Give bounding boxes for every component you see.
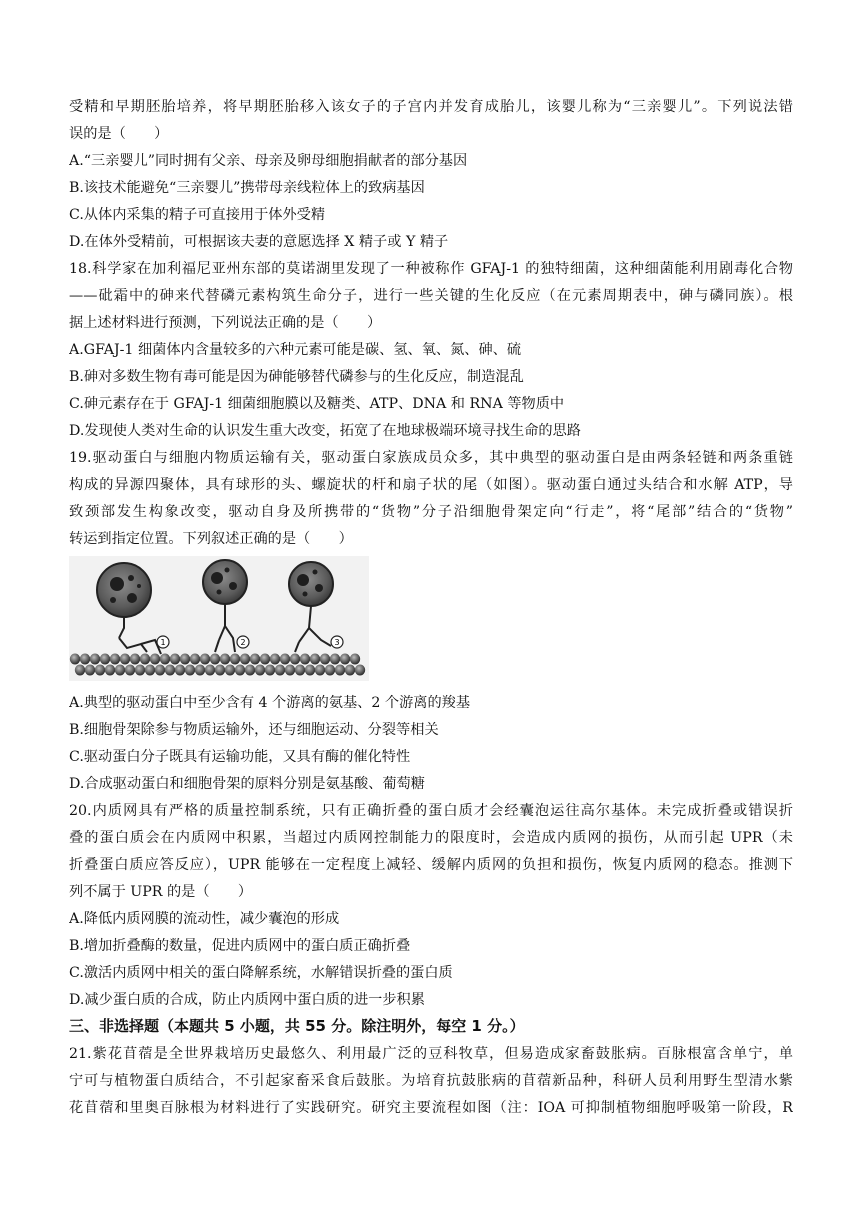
tubulin-bead: [210, 654, 220, 665]
q18-text-line: 18.科学家在加利福尼亚州东部的莫诺湖里发现了一种被称作 GFAJ-1 的独特细菌，这种细菌能利用剧毒化合物: [69, 261, 793, 277]
q20-option-b: B.增加折叠酶的数量，促进内质网中的蛋白质正确折叠: [69, 938, 411, 954]
tubulin-bead: [115, 665, 125, 676]
tubulin-bead: [185, 665, 195, 676]
tubulin-bead: [150, 654, 160, 665]
tubulin-bead: [270, 654, 280, 665]
svg-text:2: 2: [240, 638, 246, 647]
q19-option-a: A.典型的驱动蛋白中至少含有 4 个游离的氨基、2 个游离的羧基: [69, 695, 471, 711]
tubulin-bead: [315, 665, 325, 676]
q18-option-d: D.发现使人类对生命的认识发生重大改变，拓宽了在地球极端环境寻找生命的思路: [69, 423, 581, 439]
q20-option-d: D.减少蛋白质的合成，防止内质网中蛋白质的进一步积累: [69, 992, 425, 1008]
q19-option-c: C.驱动蛋白分子既具有运输功能，又具有酶的催化特性: [69, 749, 411, 765]
tubulin-bead: [70, 654, 80, 665]
tubulin-bead: [260, 654, 270, 665]
tubulin-bead: [330, 654, 340, 665]
tubulin-bead: [265, 665, 275, 676]
tubulin-bead: [305, 665, 315, 676]
tubulin-bead: [80, 654, 90, 665]
tubulin-bead: [350, 654, 360, 665]
q19-option-d: D.合成驱动蛋白和细胞骨架的原料分别是氨基酸、葡萄糖: [69, 776, 425, 792]
tubulin-bead: [250, 654, 260, 665]
tubulin-bead: [285, 665, 295, 676]
tubulin-bead: [225, 665, 235, 676]
tubulin-bead: [125, 665, 135, 676]
tubulin-bead: [90, 654, 100, 665]
q20-text-line: 列不属于 UPR 的是（ ）: [69, 884, 253, 900]
tubulin-bead: [155, 665, 165, 676]
q20-option-c: C.激活内质网中相关的蛋白降解系统，水解错误折叠的蛋白质: [69, 965, 453, 981]
tubulin-bead: [255, 665, 265, 676]
q17-text-line: 受精和早期胚胎培养，将早期胚胎移入该女子的子宫内并发育成胎儿，该婴儿称为“三亲婴儿”。下列说法错: [69, 99, 793, 115]
tubulin-bead: [190, 654, 200, 665]
q20-text-line: 叠的蛋白质会在内质网中积累，当超过内质网控制能力的限度时，会造成内质网的损伤，从而引起 UPR（未: [69, 830, 793, 846]
tubulin-bead: [75, 665, 85, 676]
tubulin-bead: [310, 654, 320, 665]
q17-option-c: C.从体内采集的精子可直接用于体外受精: [69, 207, 326, 223]
q21-text-line: 花苜蓿和里奥百脉根为材料进行了实践研究。研究主要流程如图（注：IOA 可抑制植物细胞呼吸第一阶段，R: [69, 1100, 793, 1116]
tubulin-bead: [105, 665, 115, 676]
q19-text-line: 构成的异源四聚体，具有球形的头、螺旋状的杆和扇子状的尾（如图）。驱动蛋白通过头结合和水解 ATP，导: [69, 477, 793, 493]
section-heading: 三、非选择题（本题共 5 小题，共 55 分。除注明外，每空 1 分。）: [69, 1017, 525, 1035]
q21-text-line: 宁可与植物蛋白质结合，不引起家畜采食后鼓胀。为培育抗鼓胀病的苜蓿新品种，科研人员利用野生型清水紫: [69, 1073, 793, 1089]
tubulin-bead: [245, 665, 255, 676]
tubulin-bead: [135, 665, 145, 676]
q17-option-d: D.在体外受精前，可根据该夫妻的意愿选择 X 精子或 Y 精子: [69, 234, 449, 250]
tubulin-bead: [195, 665, 205, 676]
q19-option-b: B.细胞骨架除参与物质运输外，还与细胞运动、分裂等相关: [69, 722, 439, 738]
tubulin-bead: [340, 654, 350, 665]
tubulin-bead: [120, 654, 130, 665]
kinesin-figure: [69, 556, 369, 681]
svg-text:3: 3: [334, 638, 340, 647]
tubulin-bead: [320, 654, 330, 665]
svg-text:1: 1: [160, 638, 166, 647]
tubulin-bead: [290, 654, 300, 665]
tubulin-bead: [230, 654, 240, 665]
tubulin-bead: [220, 654, 230, 665]
q19-text-line: 致颈部发生构象改变，驱动自身及所携带的“货物”分子沿细胞骨架定向“行走”，将“尾部”结合的“货物”: [69, 504, 793, 520]
tubulin-bead: [145, 665, 155, 676]
tubulin-bead: [160, 654, 170, 665]
q18-option-a: A.GFAJ-1 细菌体内含量较多的六种元素可能是碳、氢、氧、氮、砷、硫: [69, 342, 522, 358]
tubulin-bead: [325, 665, 335, 676]
q20-text-line: 折叠蛋白质应答反应），UPR 能够在一定程度上减轻、缓解内质网的负担和损伤，恢复内质网的稳态。推测下: [69, 857, 793, 873]
q19-text-line: 19.驱动蛋白与细胞内物质运输有关，驱动蛋白家族成员众多，其中典型的驱动蛋白是由两条轻链和两条重链: [69, 450, 793, 466]
q21-text-line: 21.紫花苜蓿是全世界栽培历史最悠久、利用最广泛的豆科牧草，但易造成家畜鼓胀病。百脉根富含单宁，单: [69, 1046, 793, 1062]
tubulin-bead: [130, 654, 140, 665]
tubulin-bead: [205, 665, 215, 676]
tubulin-bead: [240, 654, 250, 665]
tubulin-bead: [275, 665, 285, 676]
tubulin-bead: [335, 665, 345, 676]
tubulin-bead: [300, 654, 310, 665]
tubulin-bead: [100, 654, 110, 665]
tubulin-bead: [355, 665, 365, 676]
q17-option-a: A.“三亲婴儿”同时拥有父亲、母亲及卵母细胞捐献者的部分基因: [69, 153, 468, 169]
tubulin-bead: [295, 665, 305, 676]
q17-text-line: 误的是（ ）: [69, 126, 169, 142]
tubulin-bead: [180, 654, 190, 665]
tubulin-bead: [85, 665, 95, 676]
q18-text-line: 据上述材料进行预测，下列说法正确的是（ ）: [69, 315, 382, 331]
step-marker-3: [331, 636, 343, 648]
q17-option-b: B.该技术能避免“三亲婴儿”携带母亲线粒体上的致病基因: [69, 180, 425, 196]
q18-option-b: B.砷对多数生物有毒可能是因为砷能够替代磷参与的生化反应，制造混乱: [69, 369, 524, 385]
step-marker-1: [157, 636, 169, 648]
step-marker-2: [237, 636, 249, 648]
tubulin-bead: [200, 654, 210, 665]
tubulin-bead: [170, 654, 180, 665]
tubulin-bead: [165, 665, 175, 676]
tubulin-bead: [280, 654, 290, 665]
q20-text-line: 20.内质网具有严格的质量控制系统，只有正确折叠的蛋白质才会经囊泡运往高尔基体。未完成折叠或错误折: [69, 803, 793, 819]
tubulin-bead: [345, 665, 355, 676]
tubulin-bead: [110, 654, 120, 665]
tubulin-bead: [175, 665, 185, 676]
tubulin-bead: [140, 654, 150, 665]
q20-option-a: A.降低内质网膜的流动性，减少囊泡的形成: [69, 911, 340, 927]
tubulin-bead: [235, 665, 245, 676]
tubulin-bead: [215, 665, 225, 676]
q18-option-c: C.砷元素存在于 GFAJ-1 细菌细胞膜以及糖类、ATP、DNA 和 RNA 等物质中: [69, 396, 565, 412]
q19-text-line: 转运到指定位置。下列叙述正确的是（ ）: [69, 531, 353, 547]
q18-text-line: ——砒霜中的砷来代替磷元素构筑生命分子，进行一些关键的生化反应（在元素周期表中，砷与磷同族）。根: [69, 288, 793, 304]
tubulin-bead: [95, 665, 105, 676]
